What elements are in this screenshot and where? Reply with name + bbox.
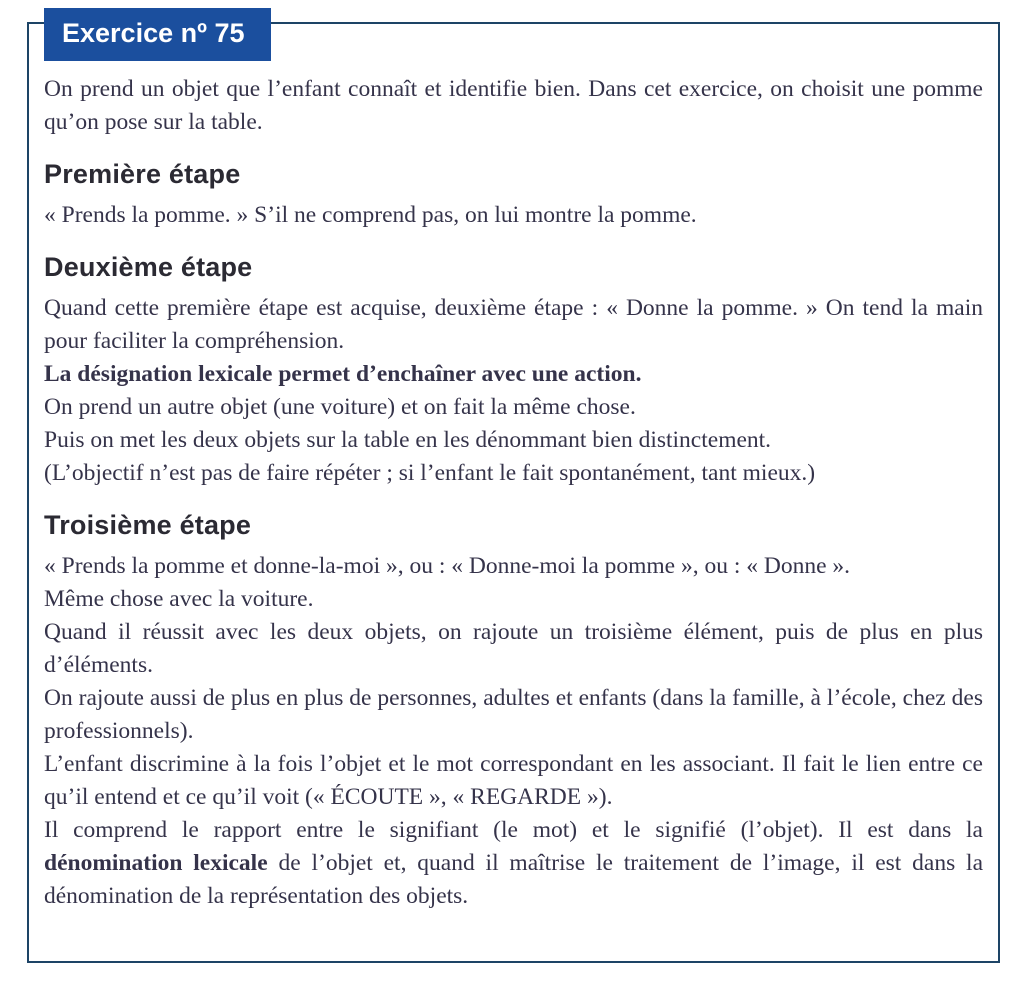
text-run: « Prends la pomme et donne-la-moi », ou : « Donne-moi la pomme », ou : « Donne ». xyxy=(44,552,851,579)
section-heading: Première étape xyxy=(44,158,241,189)
paragraph xyxy=(44,73,983,139)
text-run: Puis on met les deux objets sur la table en les dénommant bien distinctement. xyxy=(44,426,772,453)
text-run: Il comprend le rapport entre le signifiant (le mot) et le signifié (l’objet). Il est dans la xyxy=(44,816,983,843)
text-run: On prend un autre objet (une voiture) et on fait la même chose. xyxy=(44,393,636,420)
exercise-badge xyxy=(44,8,271,61)
section-heading: Troisième étape xyxy=(44,509,252,540)
paragraph xyxy=(44,457,983,490)
text-run: « Prends la pomme. » S’il ne comprend pas, on lui montre la pomme. xyxy=(44,201,697,228)
paragraph xyxy=(44,550,983,583)
text-run: L’enfant discrimine à la fois l’objet et le mot correspondant en les associant. Il fait le lien entre ce qu’il entend et ce qu’il voit (« ÉCOUTE », « REGARDE »). xyxy=(44,750,983,810)
paragraph xyxy=(44,292,983,358)
paragraph xyxy=(44,814,983,913)
text-run: On prend un objet que l’enfant connaît et identifie bien. Dans cet exercice, on choisit une pomme qu’on pose sur la table. xyxy=(44,75,983,135)
exercise-box xyxy=(27,18,1000,963)
bold-run: dénomination lexicale xyxy=(44,849,268,876)
paragraph xyxy=(44,583,983,616)
paragraph xyxy=(44,424,983,457)
paragraph xyxy=(44,616,983,682)
paragraph xyxy=(44,748,983,814)
exercise-content xyxy=(44,73,983,913)
bold-run: La désignation lexicale permet d’enchaîner avec une action. xyxy=(44,360,642,387)
exercise-badge-label: Exercice nº 75 xyxy=(62,18,245,48)
paragraph xyxy=(44,682,983,748)
text-run: Quand cette première étape est acquise, deuxième étape : « Donne la pomme. » On tend la main pour faciliter la compréhension. xyxy=(44,294,983,354)
text-run: de l’objet et, quand il maîtrise le traitement de l’image, il est dans la dénomination de la représentation des objets. xyxy=(44,849,983,909)
paragraph xyxy=(44,199,983,232)
paragraph xyxy=(44,358,983,391)
section-heading: Deuxième étape xyxy=(44,251,253,282)
text-run: (L’objectif n’est pas de faire répéter ; si l’enfant le fait spontanément, tant mieux.) xyxy=(44,459,816,486)
text-run: On rajoute aussi de plus en plus de personnes, adultes et enfants (dans la famille, à l’école, chez des professionnels). xyxy=(44,684,983,744)
text-run: Quand il réussit avec les deux objets, on rajoute un troisième élément, puis de plus en plus d’éléments. xyxy=(44,618,983,678)
text-run: Même chose avec la voiture. xyxy=(44,585,314,612)
paragraph xyxy=(44,391,983,424)
